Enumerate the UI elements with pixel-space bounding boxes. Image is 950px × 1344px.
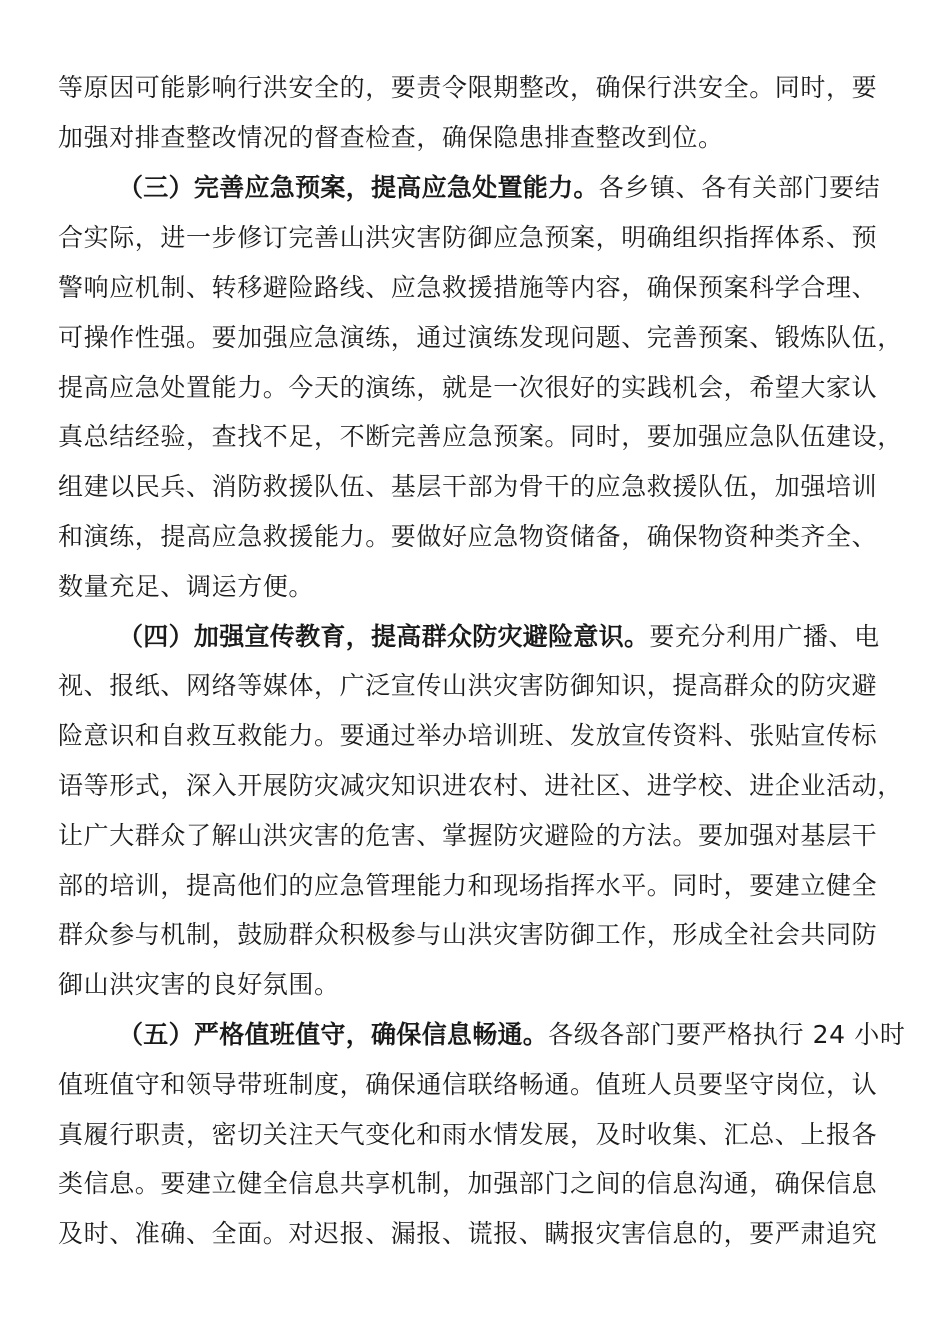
- section-heading-5: （五）严格值班值守，确保信息畅通。: [118, 1020, 549, 1049]
- text-line: 和演练，提高应急救援能力。要做好应急物资储备，确保物资种类齐全、: [58, 522, 878, 551]
- text-line: 值班值守和领导带班制度，确保通信联络畅通。值班人员要坚守岗位，认: [58, 1070, 878, 1099]
- text-line: 语等形式，深入开展防灾减灾知识进农村、进社区、进学校、进企业活动，: [58, 771, 903, 800]
- text-line: 真履行职责，密切关注天气变化和雨水情发展，及时收集、汇总、上报各: [58, 1120, 878, 1149]
- text-line: 部的培训，提高他们的应急管理能力和现场指挥水平。同时，要建立健全: [58, 871, 878, 900]
- text-line: 类信息。要建立健全信息共享机制，加强部门之间的信息沟通，确保信息: [58, 1169, 878, 1198]
- text-line: 组建以民兵、消防救援队伍、基层干部为骨干的应急救援队伍，加强培训: [58, 472, 878, 501]
- text-line: 险意识和自救互救能力。要通过举办培训班、发放宣传资料、张贴宣传标: [58, 721, 878, 750]
- text-line: 御山洪灾害的良好氛围。: [58, 970, 340, 999]
- text-line: 真总结经验，查找不足，不断完善应急预案。同时，要加强应急队伍建设，: [58, 422, 903, 451]
- text-line: 警响应机制、转移避险路线、应急救援措施等内容，确保预案科学合理、: [58, 273, 878, 302]
- text-line: 提高应急处置能力。今天的演练，就是一次很好的实践机会，希望大家认: [58, 373, 878, 402]
- section-heading-4: （四）加强宣传教育，提高群众防灾避险意识。: [118, 622, 650, 651]
- text-line: 数量充足、调运方便。: [58, 572, 315, 601]
- text-line: 合实际，进一步修订完善山洪灾害防御应急预案，明确组织指挥体系、预: [58, 223, 878, 252]
- text-line: 及时、准确、全面。对迟报、漏报、谎报、瞒报灾害信息的，要严肃追究: [58, 1219, 878, 1248]
- section-heading-3: （三）完善应急预案，提高应急处置能力。: [118, 173, 599, 202]
- text-line: 可操作性强。要加强应急演练，通过演练发现问题、完善预案、锻炼队伍，: [58, 323, 903, 352]
- section-5-first-line: （五）严格值班值守，确保信息畅通。各级各部门要严格执行 24 小时: [118, 1020, 906, 1049]
- text-line: 等原因可能影响行洪安全的，要责令限期整改，确保行洪安全。同时，要: [58, 73, 878, 102]
- section-4-first-line: （四）加强宣传教育，提高群众防灾避险意识。要充分利用广播、电: [118, 622, 880, 651]
- text-line: 群众参与机制，鼓励群众积极参与山洪灾害防御工作，形成全社会共同防: [58, 920, 878, 949]
- section-3-first-line: （三）完善应急预案，提高应急处置能力。各乡镇、各有关部门要结: [118, 173, 881, 202]
- text-line: 加强对排查整改情况的督查检查，确保隐患排查整改到位。: [58, 123, 724, 152]
- text-line: 视、报纸、网络等媒体，广泛宣传山洪灾害防御知识，提高群众的防灾避: [58, 671, 878, 700]
- text-line: 让广大群众了解山洪灾害的危害、掌握防灾避险的方法。要加强对基层干: [58, 821, 878, 850]
